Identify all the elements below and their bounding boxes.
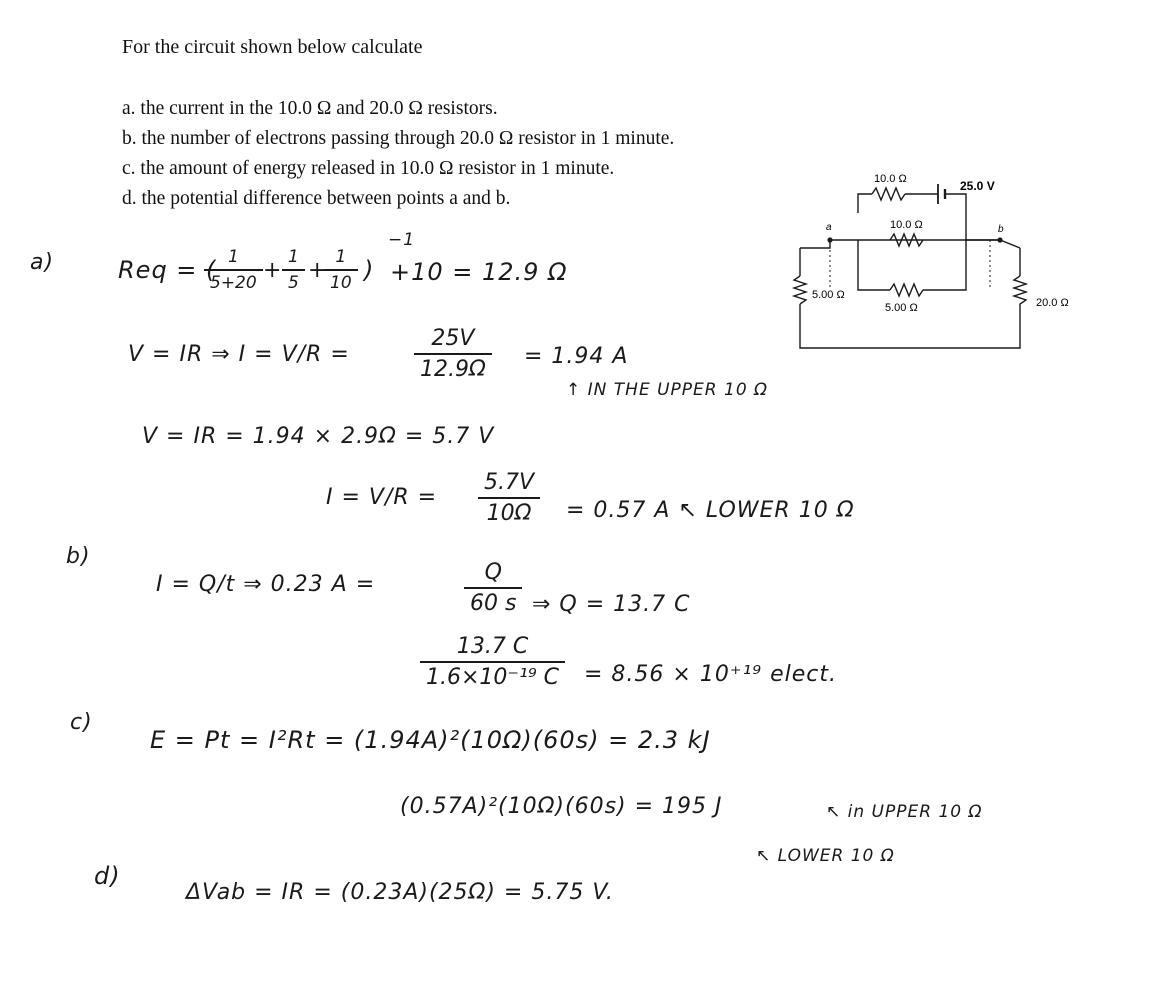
frac-bar — [478, 497, 540, 499]
circuit-diagram — [790, 168, 1090, 368]
req-result: +10 = 12.9 Ω — [390, 258, 568, 286]
req-close: ) — [364, 256, 375, 284]
energy-lower-note: ↖ LOWER 10 Ω — [756, 846, 895, 866]
point-b-label: b — [998, 224, 1004, 235]
ohm-num: 25V — [431, 326, 475, 351]
electron-num: 13.7 C — [456, 634, 529, 659]
frac-bar — [324, 269, 358, 271]
req-lhs: Req = ( — [118, 256, 217, 284]
ohm-law-lhs: V = IR ⇒ I = V/R = — [128, 342, 350, 367]
potential-difference-eq: ΔVab = IR = (0.23A)(25Ω) = 5.75 V. — [186, 880, 614, 905]
lower-current-lhs: I = V/R = — [326, 485, 438, 510]
question-d: d. the potential difference between points a and b. — [122, 188, 511, 209]
top-resistor-zigzag — [872, 188, 905, 200]
part-d-label: d) — [94, 862, 121, 890]
wire-b-rail — [966, 240, 1020, 248]
ohm-den: 12.9Ω — [420, 357, 486, 382]
charge-fraction — [464, 560, 522, 616]
part-c-label: c) — [70, 710, 93, 735]
part-a-label: a) — [30, 250, 55, 275]
lower-current-result: = 0.57 A ↖ LOWER 10 Ω — [566, 498, 855, 523]
bottom-resistor-label: 5.00 Ω — [885, 302, 918, 314]
battery-label: 25.0 V — [960, 179, 995, 193]
electron-den: 1.6×10⁻¹⁹ C — [426, 665, 560, 690]
charge-den: 60 s — [470, 591, 517, 616]
point-a-label: a — [826, 222, 832, 233]
wire-top-left — [858, 194, 872, 213]
energy-upper-eq: E = Pt = I²Rt = (1.94A)²(10Ω)(60s) = 2.3 kJ — [150, 726, 711, 754]
req-fraction-1 — [204, 247, 263, 293]
question-b: b. the number of electrons passing through 20.0 Ω resistor in 1 minute. — [122, 128, 675, 149]
right-resistor-zigzag — [1014, 276, 1026, 308]
frac-bar — [204, 269, 263, 271]
electron-result: = 8.56 × 10⁺¹⁹ elect. — [584, 662, 837, 687]
frac-bar — [414, 353, 492, 355]
frac-bar — [464, 587, 522, 589]
req-f2-num: 1 — [288, 247, 299, 267]
middle-resistor-label: 10.0 Ω — [890, 219, 923, 231]
frac-bar — [420, 661, 565, 663]
top-resistor-label: 10.0 Ω — [874, 173, 907, 185]
wire-bottom-right — [923, 240, 966, 290]
electron-fraction — [420, 634, 565, 690]
part-b-label: b) — [66, 544, 91, 569]
problem-heading: For the circuit shown below calculate — [122, 36, 423, 58]
charge-result: ⇒ Q = 13.7 C — [532, 592, 691, 617]
bottom-resistor-zigzag — [890, 284, 923, 296]
req-f1-num: 1 — [227, 247, 239, 267]
voltage-drop-eq: V = IR = 1.94 × 2.9Ω = 5.7 V — [142, 424, 495, 449]
right-resistor-label: 20.0 Ω — [1036, 297, 1069, 309]
question-a: a. the current in the 10.0 Ω and 20.0 Ω resistors. — [122, 98, 498, 119]
req-fraction-2 — [282, 247, 305, 293]
req-fraction-3 — [324, 247, 358, 293]
left-resistor-zigzag — [794, 276, 806, 304]
req-plus-1: + — [263, 258, 283, 283]
req-f1-den: 5+20 — [210, 273, 257, 293]
req-f3-den: 10 — [330, 273, 352, 293]
left-resistor-label: 5.00 Ω — [812, 289, 845, 301]
ohm-note-upper: ↑ IN THE UPPER 10 Ω — [566, 380, 769, 400]
frac-bar — [282, 269, 305, 271]
question-c: c. the amount of energy released in 10.0 Ω resistor in 1 minute. — [122, 158, 615, 179]
charge-equation: I = Q/t ⇒ 0.23 A = — [156, 572, 376, 597]
wire-top-right — [945, 194, 966, 240]
wire-bottom-branch — [858, 240, 890, 290]
ohm-result: = 1.94 A — [524, 344, 629, 369]
node-b-dot — [997, 237, 1002, 242]
req-f3-num: 1 — [335, 247, 347, 267]
lower-den: 10Ω — [486, 501, 532, 526]
energy-lower-eq: (0.57A)²(10Ω)(60s) = 195 J — [400, 794, 723, 819]
lower-current-fraction — [478, 470, 540, 526]
energy-upper-note: ↖ in UPPER 10 Ω — [826, 802, 983, 822]
node-a-dot — [827, 237, 832, 242]
ohm-fraction — [414, 326, 492, 382]
lower-num: 5.7V — [484, 470, 535, 495]
req-plus-2: + — [308, 258, 328, 283]
charge-num: Q — [484, 560, 502, 585]
req-f2-den: 5 — [288, 273, 299, 293]
req-exponent: −1 — [388, 230, 416, 250]
question-list — [122, 94, 674, 214]
